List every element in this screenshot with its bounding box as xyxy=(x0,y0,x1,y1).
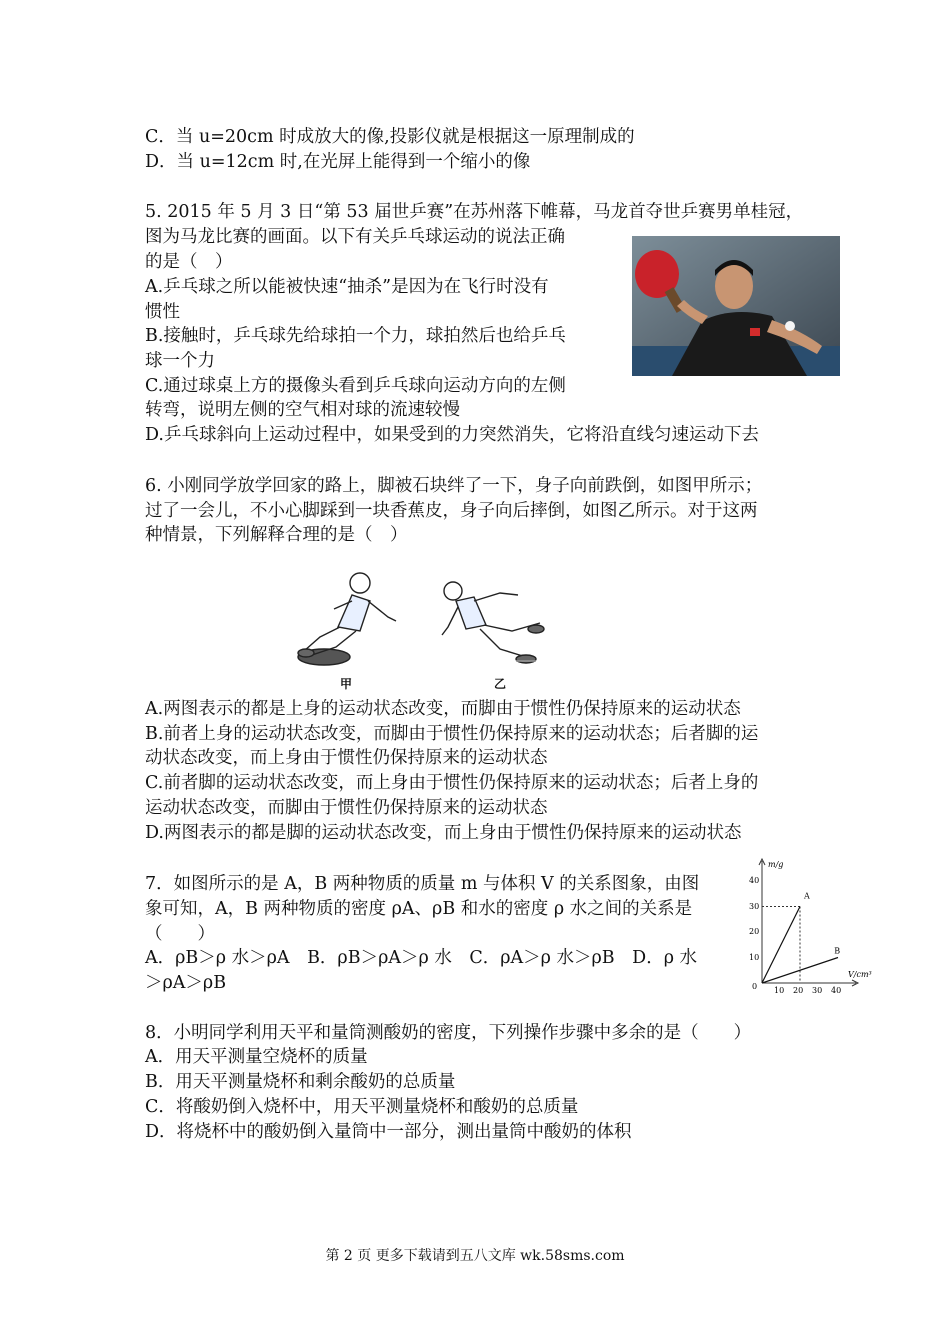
q6-stem-line1: 6. 小刚同学放学回家的路上，脚被石块绊了一下，身子向前跌倒，如图甲所示； xyxy=(145,476,763,496)
y-tick-10: 10 xyxy=(749,953,760,962)
q5-option-a: A.乒乓球之所以能被快速“抽杀”是因为在飞行时没有 xyxy=(145,277,549,297)
x-tick-30: 30 xyxy=(812,986,823,995)
q7-options-line1: A．ρB＞ρ 水＞ρA B．ρB＞ρA＞ρ 水 C．ρA＞ρ 水＞ρB D．ρ 水 xyxy=(145,948,698,968)
q6-option-c: C.前者脚的运动状态改变，而上身由于惯性仍保持原来的运动状态；后者上身的 xyxy=(145,773,759,793)
x-tick-10: 10 xyxy=(774,986,785,995)
x-tick-20: 20 xyxy=(793,986,804,995)
q7-stem-line1: 7．如图所示的是 A，B 两种物质的质量 m 与体积 V 的关系图象，由图 xyxy=(145,874,700,894)
q5-option-c-cont: 转弯，说明左侧的空气相对球的流速较慢 xyxy=(145,400,460,420)
q6-option-c-cont: 运动状态改变，而脚由于惯性仍保持原来的运动状态 xyxy=(145,798,548,818)
q6-option-a: A.两图表示的都是上身的运动状态改变，而脚由于惯性仍保持原来的运动状态 xyxy=(145,699,741,719)
q5-stem-line3: 的是（ ） xyxy=(145,252,233,272)
x-axis-label: V/cm³ xyxy=(848,970,872,979)
q6-stem-line3: 种情景，下列解释合理的是（ ） xyxy=(145,525,408,545)
falling-figures xyxy=(290,565,560,695)
q5-option-b: B.接触时，乒乓球先给球拍一个力，球拍然后也给乒乓 xyxy=(145,326,566,346)
page-footer: 第 2 页 更多下载请到五八文库 wk.58sms.com xyxy=(325,1248,625,1264)
q7-stem-line2: 象可知，A，B 两种物质的密度 ρA、ρB 和水的密度 ρ 水之间的关系是 xyxy=(145,899,693,919)
y-tick-20: 20 xyxy=(749,927,760,936)
q5-stem-line2: 图为马龙比赛的画面。以下有关乒乓球运动的说法正确 xyxy=(145,227,565,247)
q8-option-d: D．将烧杯中的酸奶倒入量筒中一部分，测出量筒中酸奶的体积 xyxy=(145,1122,632,1142)
table-tennis-photo xyxy=(632,236,840,376)
series-b-label: B xyxy=(834,946,841,956)
q5-option-d: D.乒乓球斜向上运动过程中，如果受到的力突然消失，它将沿直线匀速运动下去 xyxy=(145,425,759,445)
series-a-label: A xyxy=(804,891,810,901)
figure-label-yi: 乙 xyxy=(494,677,507,691)
q4-option-c: C．当 u=20cm 时成放大的像,投影仪就是根据这一原理制成的 xyxy=(145,127,635,147)
series-a-line xyxy=(762,907,800,984)
mass-volume-chart xyxy=(748,855,876,995)
q6-option-b: B.前者上身的运动状态改变，而脚由于惯性仍保持原来的运动状态；后者脚的运 xyxy=(145,724,759,744)
q4-option-d: D．当 u=12cm 时,在光屏上能得到一个缩小的像 xyxy=(145,152,531,172)
q8-option-b: B．用天平测量烧杯和剩余酸奶的总质量 xyxy=(145,1072,456,1092)
y-axis-label: m/g xyxy=(768,860,784,869)
q7-options-line2: ＞ρA＞ρB xyxy=(145,973,227,993)
q8-option-a: A．用天平测量空烧杯的质量 xyxy=(145,1047,368,1067)
q8-stem: 8．小明同学利用天平和量筒测酸奶的密度，下列操作步骤中多余的是（ ） xyxy=(145,1023,752,1043)
q5-option-c: C.通过球桌上方的摄像头看到乒乓球向运动方向的左侧 xyxy=(145,376,566,396)
y-tick-30: 30 xyxy=(749,902,760,911)
y-tick-40: 40 xyxy=(749,876,760,885)
origin-label: 0 xyxy=(752,982,758,991)
q5-option-b-cont: 球一个力 xyxy=(145,351,215,371)
mass-volume-graph xyxy=(748,855,876,995)
q5-stem-line1: 5. 2015 年 5 月 3 日“第 53 届世乒赛”在苏州落下帷幕，马龙首夺世乒赛男单桂冠， xyxy=(145,202,804,222)
q7-stem-line3: （ ） xyxy=(145,924,215,944)
figure-label-jia: 甲 xyxy=(340,677,353,691)
q5-option-a-cont: 惯性 xyxy=(145,302,180,322)
table-tennis-player-image xyxy=(632,236,840,376)
q6-option-d: D.两图表示的都是脚的运动状态改变，而上身由于惯性仍保持原来的运动状态 xyxy=(145,823,742,843)
q6-stem-line2: 过了一会儿，不小心脚踩到一块香蕉皮，身子向后摔倒，如图乙所示。对于这两 xyxy=(145,501,758,521)
x-tick-40: 40 xyxy=(831,986,842,995)
q6-option-b-cont: 动状态改变，而上身由于惯性仍保持原来的运动状态 xyxy=(145,748,548,768)
q8-option-c: C．将酸奶倒入烧杯中，用天平测量烧杯和酸奶的总质量 xyxy=(145,1097,579,1117)
falling-boys-illustration xyxy=(290,565,560,675)
